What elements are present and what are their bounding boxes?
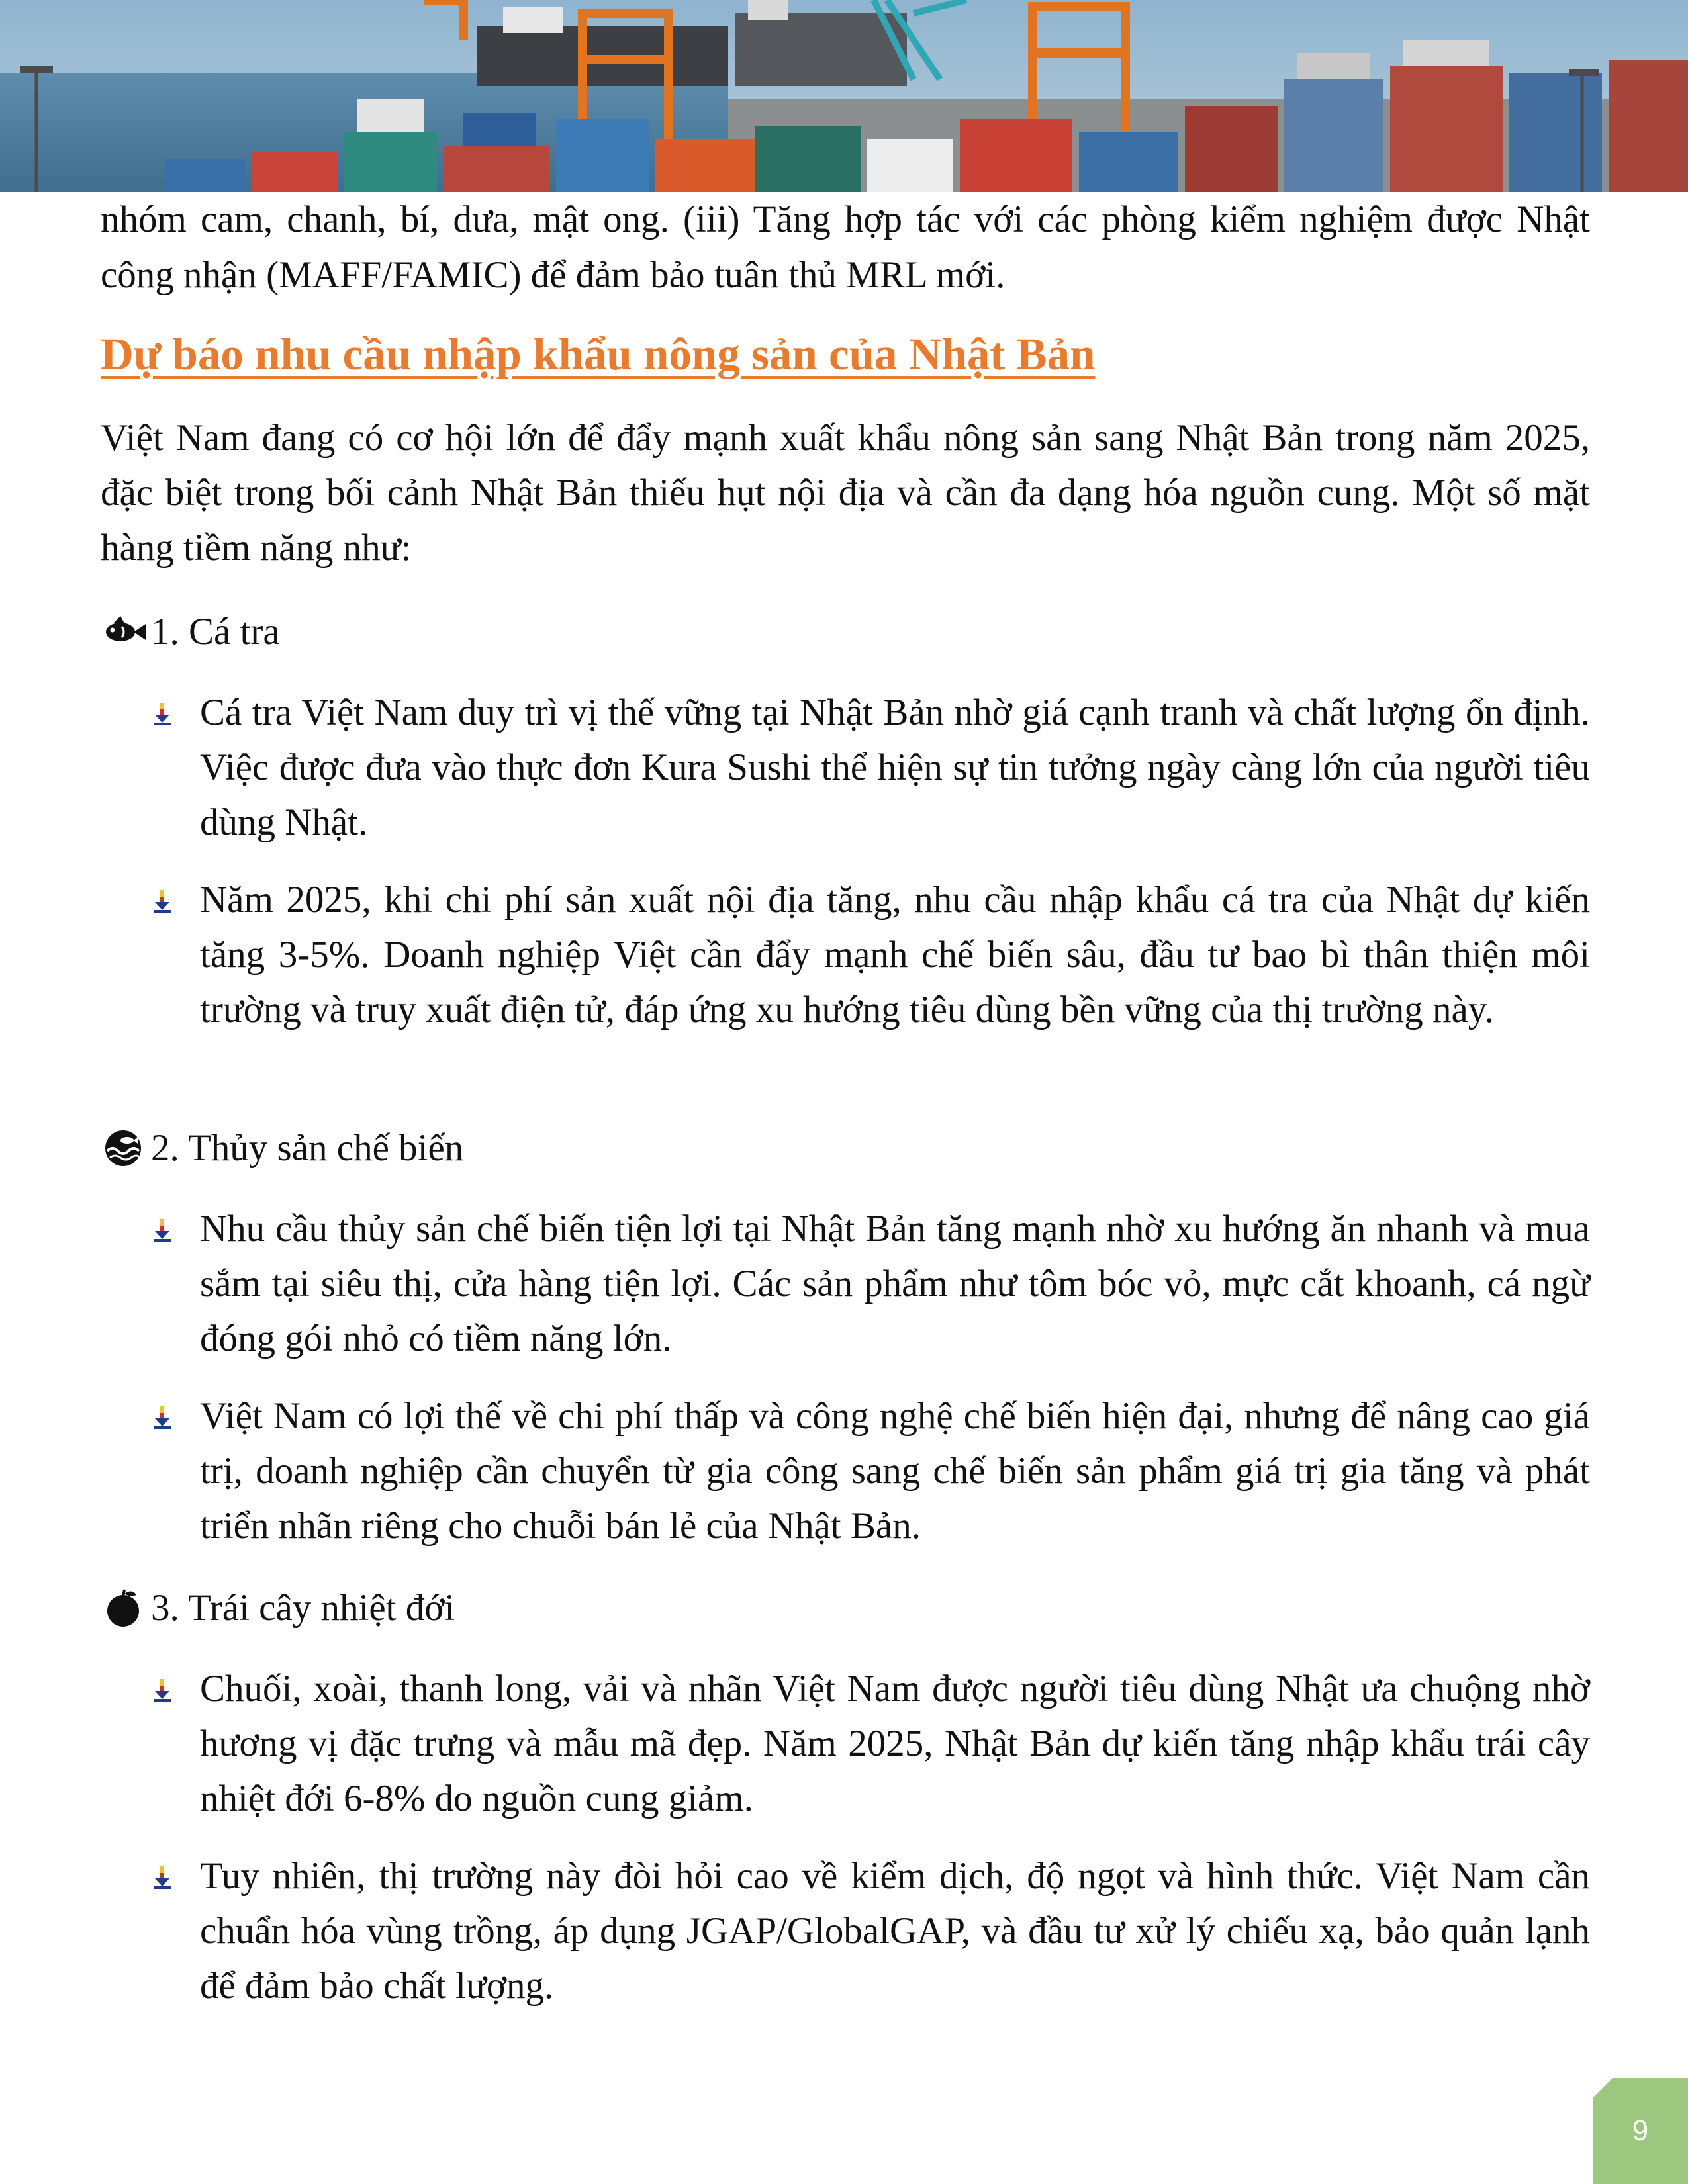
- arrow-bullet-icon: [152, 1866, 172, 1889]
- bullet-paragraph: Nhu cầu thủy sản chế biến tiện lợi tại Nhật Bản tăng mạnh nhờ xu hướng ăn nhanh và mua sắm tại siêu thị, cửa hàng tiện lợi. Các sản phẩm như tôm bóc vỏ, mực cắt khoanh, cá ngừ đóng gói nhỏ có tiềm năng lớn.: [200, 1208, 1590, 1359]
- item-title-text: 1. Cá tra: [151, 611, 280, 653]
- page-number-tab: [1593, 2078, 1688, 2184]
- arrow-bullet-icon: [152, 703, 172, 725]
- page-number: 9: [1632, 2115, 1649, 2147]
- seafood-icon: [101, 1128, 148, 1168]
- item-title-ca-tra: [101, 606, 280, 659]
- arrow-bullet-icon: [152, 1679, 172, 1702]
- bullet-paragraph: Năm 2025, khi chi phí sản xuất nội địa tăng, nhu cầu nhập khẩu cá tra của Nhật dự kiến tăng 3-5%. Doanh nghiệp Việt cần đẩy mạnh chế biến sâu, đầu tư bao bì thân thiện môi trường và truy xuất điện tử, đáp ứng xu hướng tiêu dùng bền vững của thị trường này.: [200, 879, 1590, 1030]
- item-title-trai-cay: [101, 1582, 455, 1635]
- arrow-bullet-icon: [152, 1219, 172, 1242]
- bullet-paragraph: Việt Nam có lợi thế về chi phí thấp và công nghệ chế biến hiện đại, nhưng để nâng cao giá trị, doanh nghiệp cần chuyển từ gia công sang chế biến sản phẩm giá trị gia tăng và phát triển nhãn riêng cho chuỗi bán lẻ của Nhật Bản.: [200, 1395, 1590, 1547]
- bullet-paragraph: Cá tra Việt Nam duy trì vị thế vững tại Nhật Bản nhờ giá cạnh tranh và chất lượng ổn định. Việc được đưa vào thực đơn Kura Sushi thể hiện sự tin tưởng ngày càng lớn của người tiêu dùng Nhật.: [200, 692, 1590, 843]
- continuation-paragraph: nhóm cam, chanh, bí, dưa, mật ong. (iii) Tăng hợp tác với các phòng kiểm nghiệm được Nhật công nhận (MAFF/FAMIC) để đảm bảo tuân thủ MRL mới.: [101, 199, 1590, 296]
- item-title-text: 3. Trái cây nhiệt đới: [151, 1587, 455, 1629]
- arrow-bullet-icon: [152, 1406, 172, 1429]
- fish-icon: [101, 612, 148, 652]
- header-banner-photo: [0, 0, 1688, 192]
- section-heading: Dự báo nhu cầu nhập khẩu nông sản của Nhật Bản: [101, 329, 1096, 379]
- bullet-paragraph: Chuối, xoài, thanh long, vải và nhãn Việt Nam được người tiêu dùng Nhật ưa chuộng nhờ hương vị đặc trưng và mẫu mã đẹp. Năm 2025, Nhật Bản dự kiến tăng nhập khẩu trái cây nhiệt đới 6-8% do nguồn cung giảm.: [200, 1668, 1590, 1819]
- bullet-paragraph: Tuy nhiên, thị trường này đòi hỏi cao về kiểm dịch, độ ngọt và hình thức. Việt Nam cần chuẩn hóa vùng trồng, áp dụng JGAP/GlobalGAP, và đầu tư xử lý chiếu xạ, bảo quản lạnh để đảm bảo chất lượng.: [200, 1855, 1590, 2007]
- item-title-thuy-san: [101, 1122, 463, 1175]
- item-title-text: 2. Thủy sản chế biến: [151, 1127, 464, 1169]
- fruit-icon: [101, 1588, 148, 1628]
- section-intro-paragraph: Việt Nam đang có cơ hội lớn để đẩy mạnh xuất khẩu nông sản sang Nhật Bản trong năm 2025, đặc biệt trong bối cảnh Nhật Bản thiếu hụt nội địa và cần đa dạng hóa nguồn cung. Một số mặt hàng tiềm năng như:: [101, 417, 1590, 569]
- arrow-bullet-icon: [152, 890, 172, 913]
